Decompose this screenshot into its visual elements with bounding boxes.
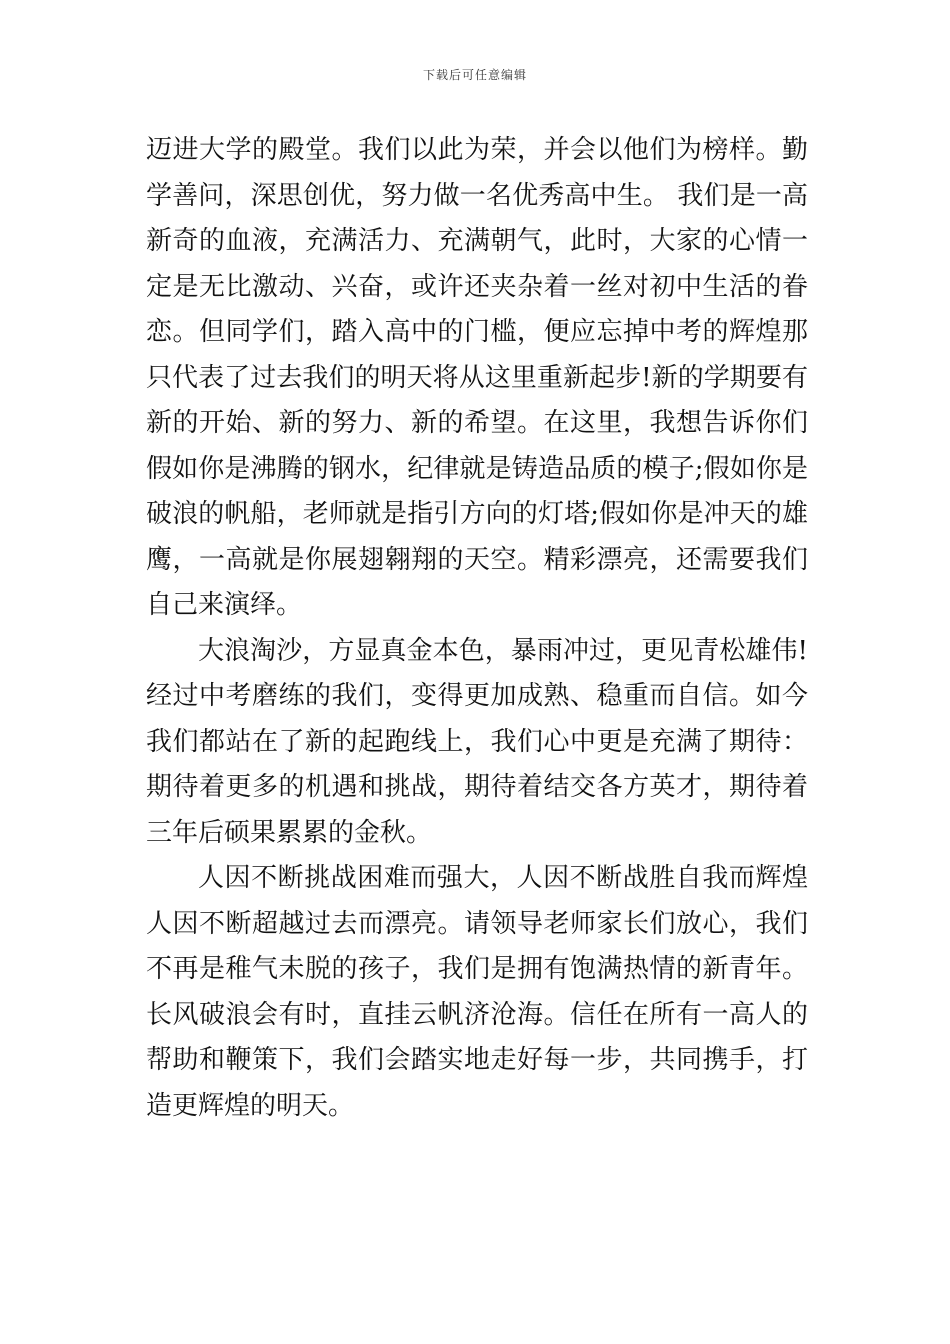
paragraph-3: 人因不断挑战困难而强大，人因不断战胜自我而辉煌人因不断超越过去而漂亮。请领导老师家长们放心，我们不再是稚气未脱的孩子，我们是拥有饱满热情的新青年。长风破浪会有时，直挂云帆济沧海。信任在所有一高人的帮助和鞭策下，我们会踏实地走好每一步，共同携手，打造更辉煌的明天。	[146, 863, 808, 1121]
paragraph-1: 迈进大学的殿堂。我们以此为荣，并会以他们为榜样。勤学善问，深思创优，努力做一名优秀高中生。 我们是一高新奇的血液，充满活力、充满朝气，此时，大家的心情一定是无比激动、兴奋，或许还夹杂着一丝对初中生活的眷恋。但同学们，踏入高中的门槛，便应忘掉中考的辉煌那只代表了过去我们的明天将从这里重新起步!新的学期要有新的开始、新的努力、新的希望。在这里，我想告诉你们假如你是沸腾的钢水，纪律就是铸造品质的模子;假如你是破浪的帆船，老师就是指引方向的灯塔;假如你是冲天的雄鹰，一高就是你展翅翱翔的天空。精彩漂亮，还需要我们自己来演绎。	[146, 135, 808, 620]
paragraph-2: 大浪淘沙，方显真金本色，暴雨冲过，更见青松雄伟!经过中考磨练的我们，变得更加成熟、稳重而自信。如今我们都站在了新的起跑线上，我们心中更是充满了期待：期待着更多的机遇和挑战，期待着结交各方英才，期待着三年后硕果累累的金秋。	[146, 635, 808, 848]
header-note: 下载后可任意编辑	[422, 68, 527, 82]
body-text	[146, 128, 808, 1129]
